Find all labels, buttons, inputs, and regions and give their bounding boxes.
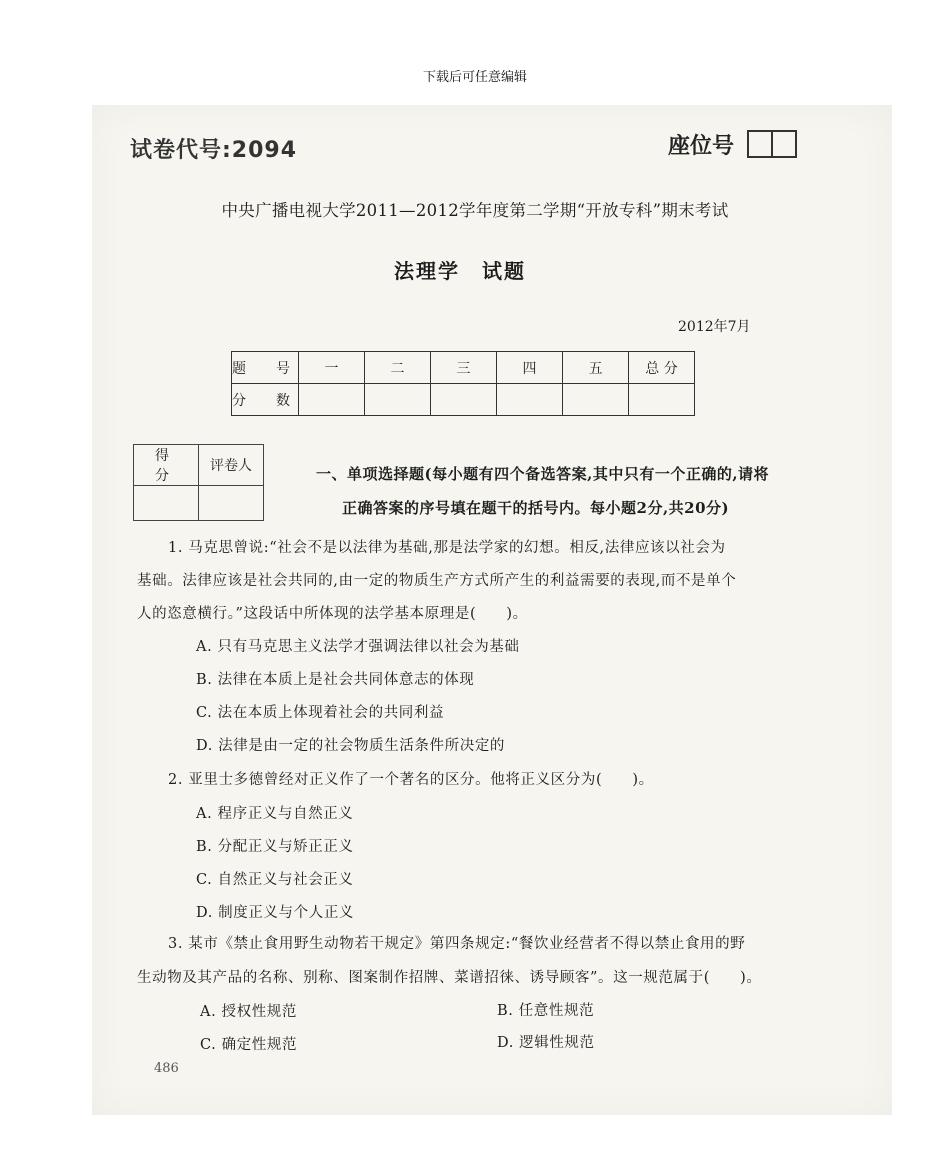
q1-stem-line3: 人的恣意横行。”这段话中所体现的法学基本原理是( )。 [137, 606, 528, 622]
q3-option-d: D. 逻辑性规范 [497, 1035, 595, 1051]
q1-option-a: A. 只有马克思主义法学才强调法律以社会为基础 [196, 639, 520, 655]
q3-option-c: C. 确定性规范 [200, 1037, 298, 1053]
score-cell [497, 384, 563, 416]
section-instructions-line1: 一、单项选择题(每小题有四个备选答案,其中只有一个正确的,请将 [316, 465, 770, 483]
seat-number-boxes [747, 130, 795, 158]
q3-stem-line2: 生动物及其产品的名称、别称、图案制作招牌、菜谱招徕、诱导顾客”。这一规范属于( )。 [137, 970, 762, 986]
score-cell [431, 384, 497, 416]
score-table-score-row [232, 384, 695, 416]
score-table-col: 四 [497, 352, 563, 384]
grader-header-row [134, 445, 264, 486]
watermark-text: 下载后可任意编辑 [422, 70, 527, 85]
score-table [231, 351, 695, 416]
q2-option-c: C. 自然正义与社会正义 [196, 872, 354, 888]
q2-option-d: D. 制度正义与个人正义 [196, 905, 355, 921]
score-cell [629, 384, 695, 416]
seat-box [771, 130, 797, 158]
score-table-col: 一 [299, 352, 365, 384]
score-table-col: 二 [365, 352, 431, 384]
score-table-col: 五 [563, 352, 629, 384]
q2-option-a: A. 程序正义与自然正义 [196, 806, 354, 822]
score-cell [365, 384, 431, 416]
q3-option-a: A. 授权性规范 [200, 1004, 297, 1020]
grader-score-label: 得 分 [134, 445, 199, 486]
q2-stem-line1: 2. 亚里士多德曾经对正义作了一个著名的区分。他将正义区分为( )。 [168, 772, 654, 788]
q1-stem-line2: 基础。法律应该是社会共同的,由一定的物质生产方式所产生的利益需要的表现,而不是单个 [137, 573, 737, 589]
grader-box [133, 444, 264, 521]
page-number: 486 [154, 1061, 179, 1076]
grader-name-cell [199, 486, 264, 521]
seat-box [747, 130, 773, 158]
score-table-col: 总 分 [629, 352, 695, 384]
q1-option-d: D. 法律是由一定的社会物质生活条件所决定的 [196, 738, 506, 754]
q2-option-b: B. 分配正义与矫正正义 [196, 839, 354, 855]
q1-option-c: C. 法在本质上体现着社会的共同利益 [196, 705, 445, 721]
section-instructions-line2: 正确答案的序号填在题干的括号内。每小题2分,共20分) [342, 499, 730, 517]
score-table-col: 三 [431, 352, 497, 384]
subject-title: 法理学 试题 [394, 259, 526, 283]
q3-stem-line1: 3. 某市《禁止食用野生动物若干规定》第四条规定:“餐饮业经营者不得以禁止食用的野 [168, 936, 746, 952]
q3-option-b: B. 任意性规范 [497, 1003, 595, 1019]
exam-date: 2012年7月 [678, 319, 751, 335]
exam-title: 中央广播电视大学2011—2012学年度第二学期“开放专科”期末考试 [221, 201, 729, 220]
score-table-row-header: 分 数 [232, 384, 299, 416]
seat-number-label: 座位号 [668, 134, 735, 159]
score-table-header-row [232, 352, 695, 384]
paper-code: 试卷代号:2094 [130, 138, 298, 163]
grader-blank-row [134, 486, 264, 521]
score-cell [563, 384, 629, 416]
q1-option-b: B. 法律在本质上是社会共同体意志的体现 [196, 672, 475, 688]
grader-name-label: 评卷人 [199, 445, 264, 486]
grader-score-cell [134, 486, 199, 521]
q1-stem-line1: 1. 马克思曾说:“社会不是以法律为基础,那是法学家的幻想。相反,法律应该以社会为 [168, 540, 726, 556]
score-cell [299, 384, 365, 416]
score-table-row-header: 题 号 [232, 352, 299, 384]
